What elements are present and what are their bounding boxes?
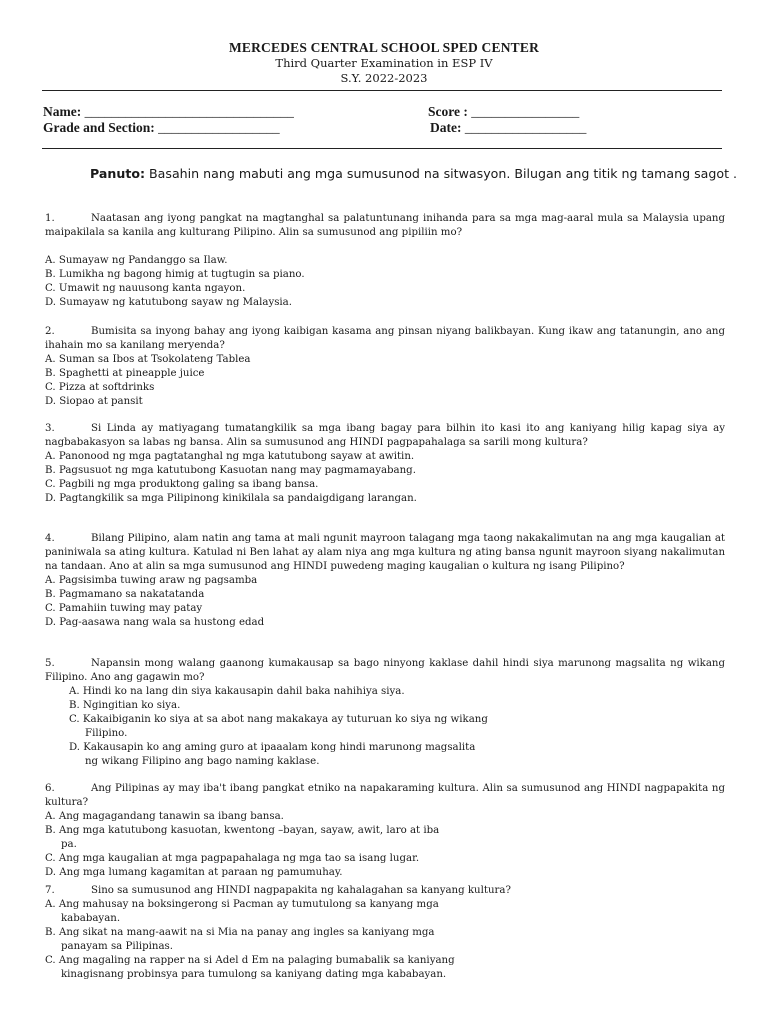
question-stem: Bumisita sa inyong bahay ang iyong kaibigan kasama ang pinsan niyang balikbayan. Kung ikaw ang tatanungin, ano ang ihahain mo sa kanilang meryenda? [45,326,725,351]
option-b-continued: pa. [61,839,77,850]
option-a: A. Suman sa Ibos at Tsokolateng Tablea [45,354,251,365]
grade-section-label: Grade and Section: [43,120,155,135]
question-stem: Si Linda ay matiyagang tumatangkilik sa mga ibang bagay para bilhin ito kasi ito ang kaniyang hilig kapag siya ay nagbabakasyon sa labas ng bansa. Alin sa sumusunod ang HINDI pagpapahalaga sa sarili mong kultura? [45,423,725,448]
question-stem: Naatasan ang iyong pangkat na magtanghal sa palatuntunang inihanda para sa mga mag-aaral mula sa Malaysia upang maipakilala sa kanila ang kulturang Pilipino. Alin sa sumusunod ang pipiliin mo? [45,213,725,238]
option-b: B. Pagmamano sa nakatatanda [45,589,205,600]
name-field [43,104,294,120]
option-c-continued: Filipino. [85,728,128,739]
question-number: 2. [45,326,55,337]
grade-section-line: __________________ [158,120,280,135]
option-d: D. Pag-aasawa nang wala sa hustong edad [45,617,265,628]
score-line: ________________ [471,104,580,119]
option-a: A. Ang mahusay na boksingerong si Pacman ay tumutulong sa kanyang mga [45,899,439,910]
name-label: Name: [43,104,82,119]
question-1 [45,212,725,310]
option-b: B. Ang sikat na mang-aawit na si Mia na panay ang ingles sa kaniyang mga [45,927,435,938]
question-number: 3. [45,423,55,434]
option-a-continued: kababayan. [61,913,121,924]
option-d: D. Ang mga lumang kagamitan at paraan ng pamumuhay. [45,867,343,878]
option-c-continued: kinagisnang probinsya para tumulong sa kaniyang dating mga kababayan. [61,969,447,980]
option-d: D. Siopao at pansit [45,396,143,407]
option-c: C. Pamahiin tuwing may patay [45,603,203,614]
exam-title: Third Quarter Examination in ESP IV [275,56,493,70]
school-name: MERCEDES CENTRAL SCHOOL SPED CENTER [228,40,540,55]
question-5 [45,657,725,769]
grade-section-field [43,120,280,136]
question-2 [45,325,725,409]
question-stem: Napansin mong walang gaanong kumakausap sa bago ninyong kaklase dahil hindi siya marunong magsalita ng wikang Filipino. Ano ang gagawin mo? [45,658,725,683]
instructions-text: Basahin nang mabuti ang mga sumusunod na sitwasyon. Bilugan ang titik ng tamang sagot . [145,166,738,181]
question-number: 7. [45,885,55,896]
question-number: 4. [45,533,55,544]
instructions [90,164,750,183]
option-d: D. Pagtangkilik sa mga Pilipinong kinikilala sa pandaigdigang larangan. [45,493,417,504]
option-a: A. Ang magagandang tanawin sa ibang bansa. [45,811,284,822]
option-d: D. Sumayaw ng katutubong sayaw ng Malaysia. [45,297,292,308]
option-d: D. Kakausapin ko ang aming guro at ipaaalam kong hindi marunong magsalita [69,742,476,753]
option-b-continued: panayam sa Pilipinas. [61,941,174,952]
question-stem: Bilang Pilipino, alam natin ang tama at mali ngunit mayroon talagang mga taong nakakalimutan na ang mga kaugalian at paniniwala sa ating kultura. Katulad ni Ben lahat ay alam niya ang mga kultura ng ating bansa ngunit mayroon siyang nakalimutan na tandaan. Ano at alin sa mga sumusunod ang HINDI puwedeng maging kaugalian o kultura ng isang Pilipino? [45,533,726,572]
option-b: B. Pagsusuot ng mga katutubong Kasuotan nang may pagmamayabang. [45,465,416,476]
score-label: Score : [428,104,468,119]
date-label: Date: [430,120,462,135]
question-stem: Ang Pilipinas ay may iba't ibang pangkat etniko na napakaraming kultura. Alin sa sumusunod ang HINDI nagpapakita ng kultura? [45,783,725,808]
top-rule [42,90,722,91]
question-7 [45,884,725,982]
instructions-label: Panuto: [90,166,146,181]
date-line: __________________ [464,120,587,135]
question-number: 5. [45,658,55,669]
question-3 [45,422,725,506]
option-a: A. Sumayaw ng Pandanggo sa Ilaw. [45,255,228,266]
option-c: C. Umawit ng nauusong kanta ngayon. [45,283,246,294]
option-a: A. Hindi ko na lang din siya kakausapin dahil baka nahihiya siya. [69,686,405,697]
question-number: 6. [45,783,55,794]
option-a: A. Pagsisimba tuwing araw ng pagsamba [45,575,258,586]
option-b: B. Ang mga katutubong kasuotan, kwentong –bayan, sayaw, awit, laro at iba [45,825,440,836]
header-bottom-rule [42,148,722,149]
date-field [430,120,586,136]
option-b: B. Lumikha ng bagong himig at tugtugin sa piano. [45,269,305,280]
question-stem: Sino sa sumusunod ang HINDI nagpapakita ng kahalagahan sa kanyang kultura? [91,885,511,896]
question-number: 1. [45,213,55,224]
option-b: B. Ngingitian ko siya. [69,700,181,711]
option-c: C. Kakaibiganin ko siya at sa abot nang makakaya ay tuturuan ko siya ng wikang [69,714,488,725]
option-d-continued: ng wikang Filipino ang bago naming kaklase. [85,756,320,767]
question-4 [45,532,725,630]
name-line: _______________________________ [84,104,294,119]
school-year: S.Y. 2022-2023 [340,71,428,85]
option-c: C. Pagbili ng mga produktong galing sa ibang bansa. [45,479,319,490]
question-6 [45,782,725,880]
option-c: C. Pizza at softdrinks [45,382,155,393]
option-b: B. Spaghetti at pineapple juice [45,368,205,379]
option-c: C. Ang mga kaugalian at mga pagpapahalaga ng mga tao sa isang lugar. [45,853,420,864]
option-c: C. Ang magaling na rapper na si Adel d Em na palaging bumabalik sa kaniyang [45,955,455,966]
option-a: A. Panonood ng mga pagtatanghal ng mga katutubong sayaw at awitin. [45,451,415,462]
score-field [428,104,579,120]
